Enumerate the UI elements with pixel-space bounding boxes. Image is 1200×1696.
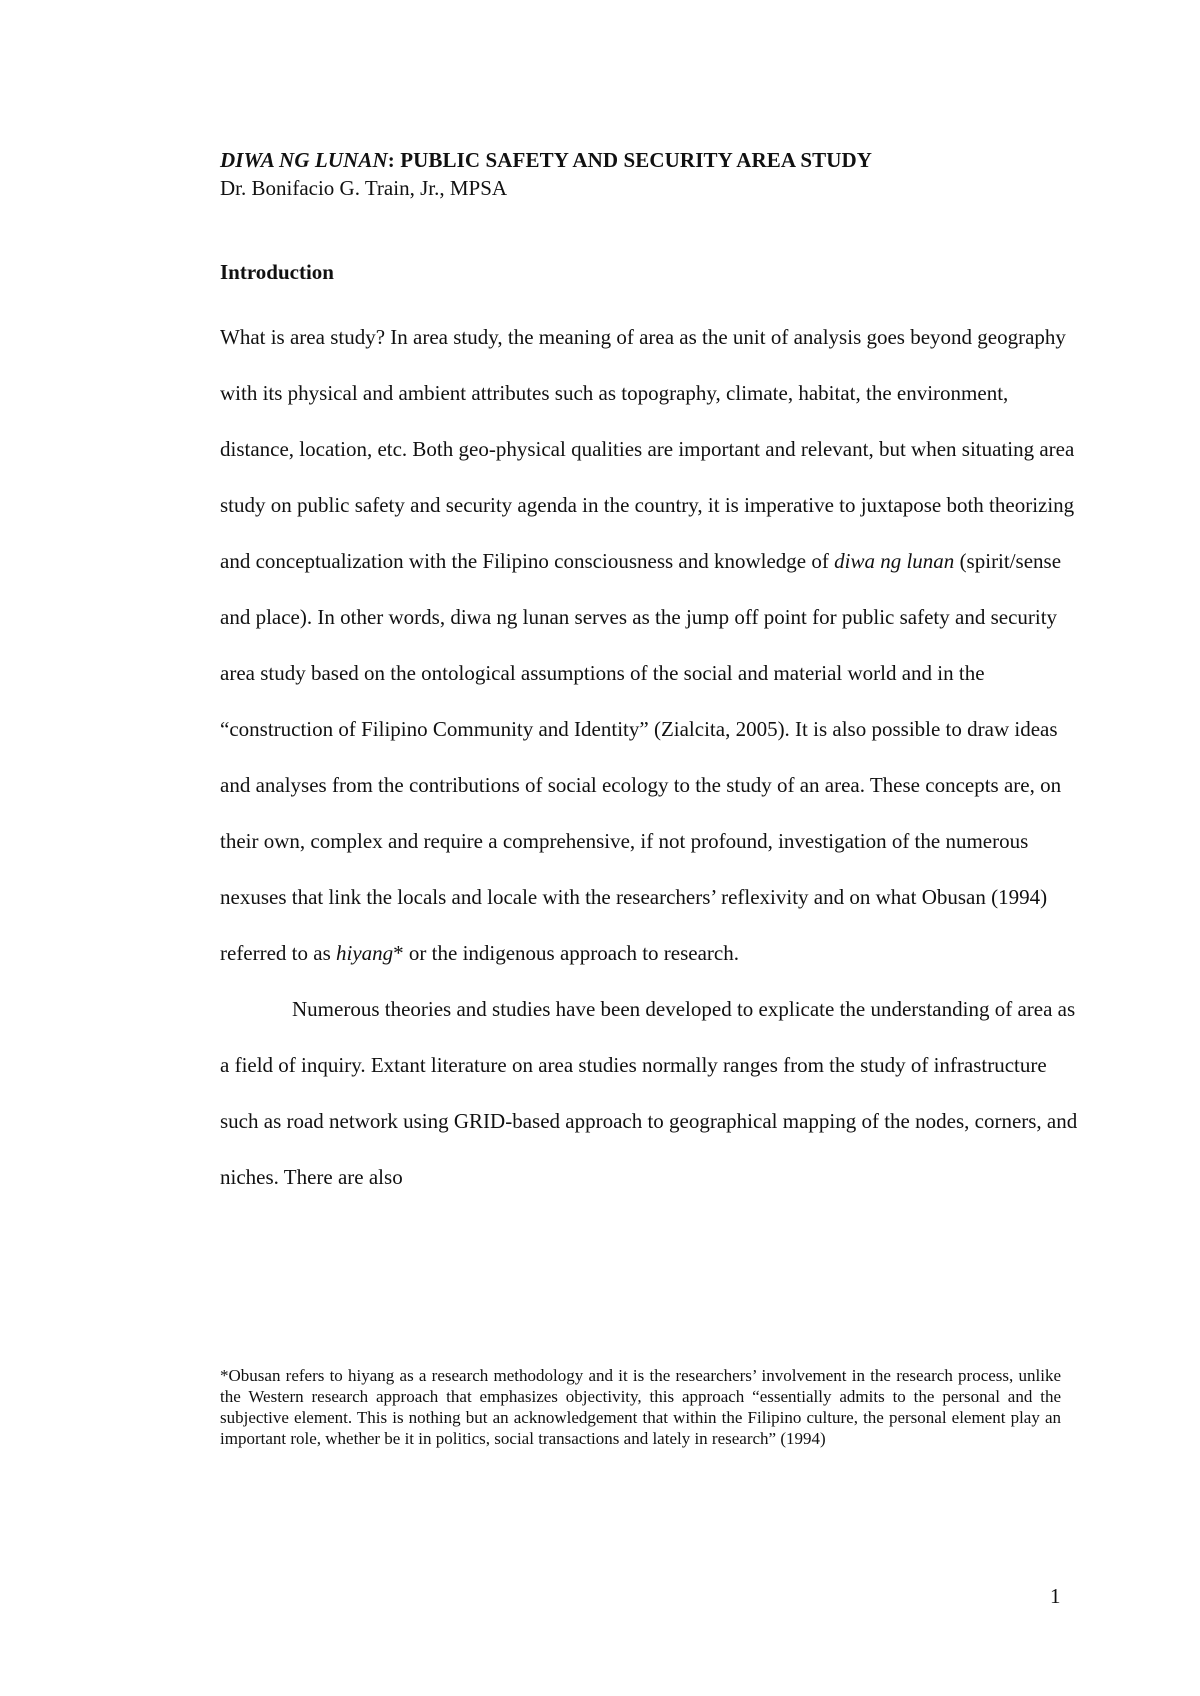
document-title-rest: : PUBLIC SAFETY AND SECURITY AREA STUDY [387, 148, 873, 172]
section-heading: Introduction [220, 260, 334, 284]
document-title-italic: DIWA NG LUNAN [220, 148, 388, 172]
document-author: Dr. Bonifacio G. Train, Jr., MPSA [220, 176, 508, 200]
paragraph-2: Numerous theories and studies have been developed to explicate the understanding of area as a field of inquiry. Extant literature on area studies normally ranges from the study of infrastructure such as road network using GRID-based approach to geographical mapping of the nodes, corners, and niches. There are also [220, 997, 1078, 1189]
paragraph-1-part-1: What is area study? In area study, the meaning of area as the unit of analysis goes beyond geography with its physical and ambient attributes such as topography, climate, habitat, the environment, distance, location, etc. Both geo-physical qualities are important and relevant, but when situating area study on public safety and security agenda in the country, it is imperative to juxtapose both theorizing and conceptualization with the Filipino consciousness and knowledge of [220, 325, 1075, 573]
paragraph-1-part-2: (spirit/sense and place). In other words, diwa ng lunan serves as the jump off point for public safety and security area study based on the ontological assumptions of the social and material world and in the “construction of Filipino Community and Identity” (Zialcita, 2005). It is also possible to draw ideas and analyses from the contributions of social ecology to the study of an area. These concepts are, on their own, complex and require a comprehensive, if not profound, investigation of the numerous nexuses that link the locals and locale with the researchers’ reflexivity and on what Obusan (1994) referred to as [220, 549, 1062, 965]
paragraph-1-part-3: * or the indigenous approach to research. [393, 941, 739, 965]
page-number: 1 [1050, 1584, 1061, 1608]
title-block [220, 146, 1080, 202]
document-title [220, 146, 1080, 174]
paragraph-1 [220, 309, 1080, 981]
footnote: *Obusan refers to hiyang as a research methodology and it is the researchers’ involvement in the research process, unlike the Western research approach that emphasizes objectivity, this approach “essentially admits to the personal and the subjective element. This is nothing but an acknowledgement that within the Filipino culture, the personal element play an important role, whether be it in politics, social transactions and lately in research” (1994) [220, 1366, 1061, 1448]
body-text [220, 309, 1080, 1205]
paragraph-1-italic-2: hiyang [336, 941, 394, 965]
paragraph-1-italic-1: diwa ng lunan [834, 549, 955, 573]
